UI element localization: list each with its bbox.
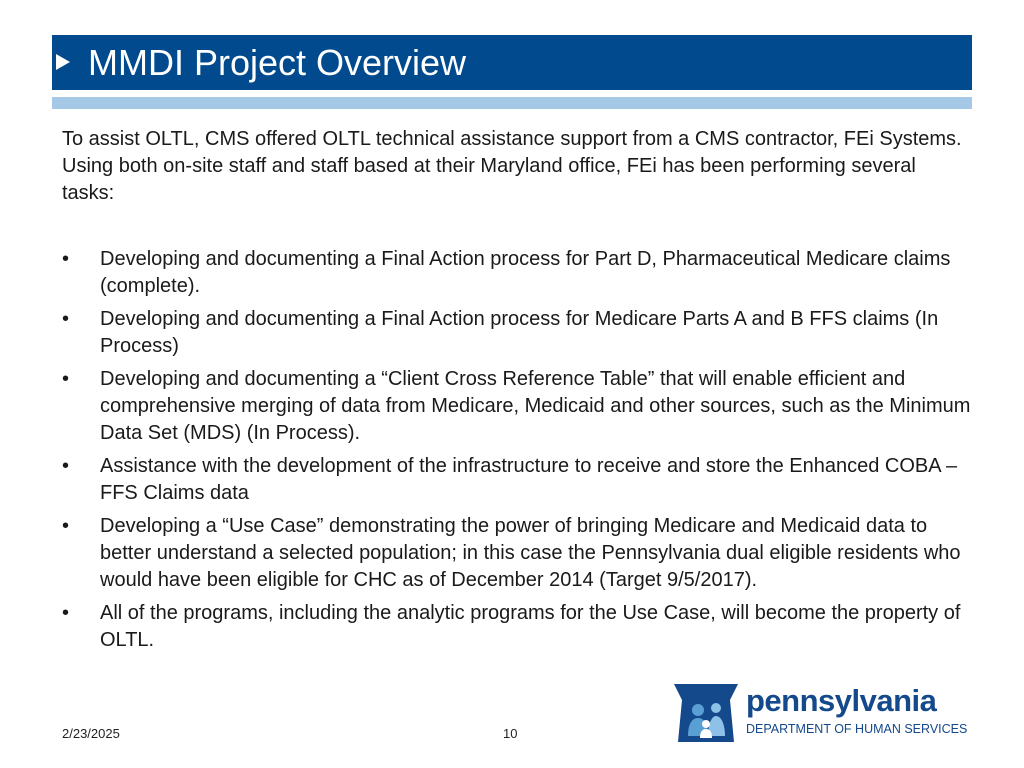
- bullet-item: [62, 366, 972, 447]
- bullet-icon: •: [62, 248, 70, 270]
- bullet-item: [62, 453, 972, 507]
- bullet-icon: •: [62, 602, 70, 624]
- bullet-text: Developing and documenting a “Client Cross Reference Table” that will enable efficient and comprehensive merging of data from Medicare, Medicaid and other sources, such as the Minimum Data Set (MDS) (In Process).: [100, 368, 971, 444]
- task-bullet-list: [62, 246, 972, 660]
- bullet-icon: •: [62, 515, 70, 537]
- bullet-text: Developing a “Use Case” demonstrating the power of bringing Medicare and Medicaid data to better understand a selected population; in this case the Pennsylvania dual eligible residents who would have been eligible for CHC as of December 2014 (Target 9/5/2017).: [100, 515, 961, 591]
- footer-page-number: 10: [503, 726, 518, 741]
- bullet-text: All of the programs, including the analytic programs for the Use Case, will become the property of OLTL.: [100, 602, 961, 651]
- bullet-item: [62, 246, 972, 300]
- bullet-text: Assistance with the development of the infrastructure to receive and store the Enhanced COBA – FFS Claims data: [100, 455, 958, 504]
- keystone-family-icon: [672, 680, 740, 746]
- logo-department: DEPARTMENT OF HUMAN SERVICES: [746, 722, 968, 736]
- bullet-text: Developing and documenting a Final Action process for Part D, Pharmaceutical Medicare claims (complete).: [100, 248, 951, 297]
- pa-dhs-logo: [672, 680, 982, 746]
- title-bar: [52, 35, 972, 90]
- bullet-icon: •: [62, 368, 70, 390]
- footer-date: 2/23/2025: [62, 726, 120, 741]
- bullet-icon: •: [62, 455, 70, 477]
- slide-title: MMDI Project Overview: [88, 42, 467, 83]
- bullet-item: [62, 306, 972, 360]
- bullet-icon: •: [62, 308, 70, 330]
- logo-wordmark: pennsylvania: [746, 683, 937, 718]
- bullet-item: [62, 513, 972, 594]
- title-arrow-icon: [56, 54, 70, 70]
- bullet-text: Developing and documenting a Final Action process for Medicare Parts A and B FFS claims (In Process): [100, 308, 939, 357]
- intro-paragraph: To assist OLTL, CMS offered OLTL technical assistance support from a CMS contractor, FEi Systems. Using both on-site staff and staff based at their Maryland office, FEi has been performing several tasks:: [62, 128, 962, 204]
- title-underline-stripe: [52, 97, 972, 109]
- bullet-item: [62, 600, 972, 654]
